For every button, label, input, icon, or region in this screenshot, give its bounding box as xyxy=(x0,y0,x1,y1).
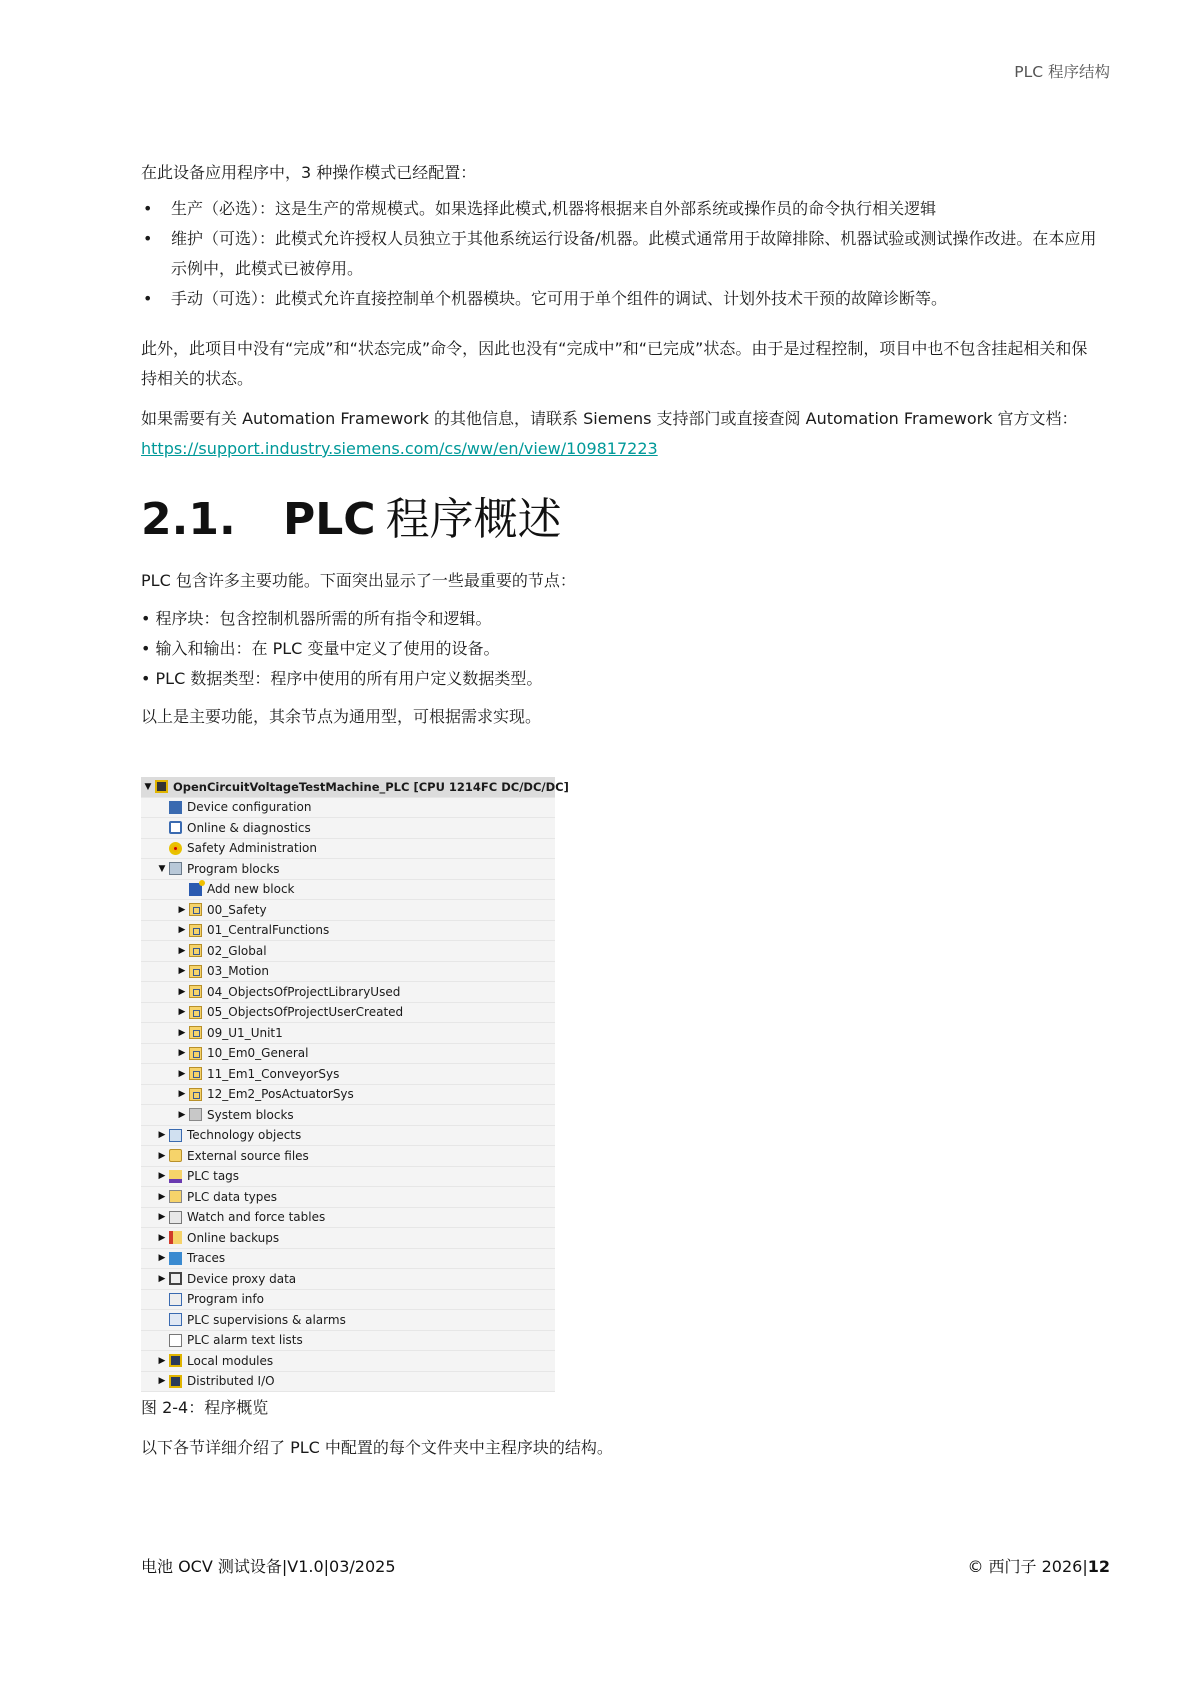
section-outro: 以上是主要功能，其余节点为通用型，可根据需求实现。 xyxy=(141,707,542,726)
tree-item-10-em0-general[interactable] xyxy=(141,1044,555,1065)
tree-item-label: 11_Em1_ConveyorSys xyxy=(207,1066,340,1081)
after-figure xyxy=(141,1393,1101,1463)
plc-alarms-icon xyxy=(169,1313,182,1326)
tree-item-02-global[interactable] xyxy=(141,941,555,962)
tree-item-plc-tags[interactable] xyxy=(141,1167,555,1188)
tree-item-system-blocks[interactable] xyxy=(141,1105,555,1126)
footer-left: 电池 OCV 测试设备|V1.0|03/2025 xyxy=(141,1557,396,1576)
tree-item-label: PLC supervisions & alarms xyxy=(187,1312,346,1327)
add-block-icon xyxy=(189,883,202,896)
expand-right-icon[interactable]: ▶ xyxy=(158,1171,166,1182)
folder-icon xyxy=(189,1026,202,1039)
expand-right-icon[interactable]: ▶ xyxy=(178,904,186,915)
tree-item-label: PLC alarm text lists xyxy=(187,1333,303,1348)
expand-right-icon[interactable]: ▶ xyxy=(158,1355,166,1366)
plc-icon xyxy=(155,780,168,793)
tree-root[interactable] xyxy=(141,777,569,798)
expand-right-icon[interactable]: ▶ xyxy=(178,1068,186,1079)
tree-item-01-centralfunctions[interactable] xyxy=(141,921,555,942)
tree-item-09-u1-unit1[interactable] xyxy=(141,1023,555,1044)
figure-caption: 图 2-4：程序概览 xyxy=(141,1398,269,1417)
expand-right-icon[interactable]: ▶ xyxy=(178,1007,186,1018)
key-node-io: • 输入和输出：在 PLC 变量中定义了使用的设备。 xyxy=(141,634,1101,664)
expand-right-icon[interactable]: ▶ xyxy=(158,1130,166,1141)
tree-item-label: Distributed I/O xyxy=(187,1374,275,1389)
folder-icon xyxy=(189,903,202,916)
expand-right-icon[interactable]: ▶ xyxy=(158,1212,166,1223)
tree-item-technology-objects[interactable] xyxy=(141,1126,555,1147)
tree-item-label: 03_Motion xyxy=(207,964,269,979)
tree-item-plc-supervisions-alarms[interactable] xyxy=(141,1310,555,1331)
safety-administration-icon xyxy=(169,842,182,855)
expand-right-icon[interactable]: ▶ xyxy=(178,986,186,997)
tree-item-label: Program info xyxy=(187,1292,264,1307)
technology-objects-icon xyxy=(169,1129,182,1142)
expand-down-icon[interactable]: ▼ xyxy=(158,863,166,874)
closing-paragraph: 以下各节详细介绍了 PLC 中配置的每个文件夹中主程序块的结构。 xyxy=(141,1438,613,1457)
folder-icon xyxy=(189,1047,202,1060)
tree-item-label: Device configuration xyxy=(187,800,312,815)
tree-item-external-source-files[interactable] xyxy=(141,1146,555,1167)
traces-icon xyxy=(169,1252,182,1265)
project-tree-figure xyxy=(141,777,569,1392)
tree-item-label: Technology objects xyxy=(187,1128,302,1143)
tree-item-watch-force-tables[interactable] xyxy=(141,1208,555,1229)
key-node-datatypes: • PLC 数据类型：程序中使用的所有用户定义数据类型。 xyxy=(141,664,1101,694)
key-node-blocks: • 程序块：包含控制机器所需的所有指令和逻辑。 xyxy=(141,604,1101,634)
section-number: 2.1. xyxy=(141,494,236,545)
watch-tables-icon xyxy=(169,1211,182,1224)
tree-item-label: Program blocks xyxy=(187,861,280,876)
device-proxy-icon xyxy=(169,1272,182,1285)
external-source-icon xyxy=(169,1149,182,1162)
folder-icon xyxy=(189,1067,202,1080)
tree-item-label: Add new block xyxy=(207,882,295,897)
expand-right-icon[interactable]: ▶ xyxy=(178,945,186,956)
device-configuration-icon xyxy=(169,801,182,814)
tree-item-traces[interactable] xyxy=(141,1249,555,1270)
folder-icon xyxy=(189,1088,202,1101)
tree-item-label: Online & diagnostics xyxy=(187,820,311,835)
tree-item-label: Online backups xyxy=(187,1230,280,1245)
alarm-text-icon xyxy=(169,1334,182,1347)
section-heading xyxy=(141,490,1101,550)
tree-item-device-configuration[interactable] xyxy=(141,798,555,819)
mode-maintenance: • 维护（可选）：此模式允许授权人员独立于其他系统运行设备/机器。此模式通常用于故障排除、机器试验或测试操作改进。在本应用示例中，此模式已被停用。 xyxy=(141,224,1101,284)
tree-item-11-em1-conveyorsys[interactable] xyxy=(141,1064,555,1085)
tree-item-plc-alarm-text-lists[interactable] xyxy=(141,1331,555,1352)
section-title-en: PLC xyxy=(283,494,376,545)
tree-item-label: Watch and force tables xyxy=(187,1210,326,1225)
local-modules-icon xyxy=(169,1354,182,1367)
expand-down-icon[interactable]: ▼ xyxy=(144,781,152,792)
tree-item-label: Device proxy data xyxy=(187,1271,297,1286)
expand-right-icon[interactable]: ▶ xyxy=(178,966,186,977)
page-number: 12 xyxy=(1087,1557,1110,1576)
tree-item-03-motion[interactable] xyxy=(141,962,555,983)
tree-item-label: PLC data types xyxy=(187,1189,278,1204)
tree-item-program-info[interactable] xyxy=(141,1290,555,1311)
section-intro: PLC 包含许多主要功能。下面突出显示了一些最重要的节点： xyxy=(141,571,576,590)
tree-item-label: 02_Global xyxy=(207,943,267,958)
tree-item-label: System blocks xyxy=(207,1107,294,1122)
running-header: PLC 程序结构 xyxy=(1014,63,1110,81)
additional-paragraph: 此外，此项目中没有“完成”和“状态完成”命令，因此也没有“完成中”和“已完成”状态。由于是过程控制，项目中也不包含挂起相关和保持相关的状态。 xyxy=(141,339,1088,388)
tree-item-add-new-block[interactable] xyxy=(141,880,555,901)
tree-item-04-library-used[interactable] xyxy=(141,982,555,1003)
tree-root-label: OpenCircuitVoltageTestMachine_PLC [CPU 1214FC DC/DC/DC] xyxy=(173,779,569,794)
expand-right-icon[interactable]: ▶ xyxy=(178,1027,186,1038)
expand-right-icon[interactable]: ▶ xyxy=(178,1089,186,1100)
tree-item-device-proxy-data[interactable] xyxy=(141,1269,555,1290)
plc-tags-icon xyxy=(169,1170,182,1183)
tree-item-program-blocks[interactable] xyxy=(141,859,555,880)
online-backups-icon xyxy=(169,1231,182,1244)
expand-right-icon[interactable]: ▶ xyxy=(178,925,186,936)
tree-item-distributed-io[interactable] xyxy=(141,1372,555,1393)
footer-right xyxy=(967,1554,1110,1577)
folder-icon xyxy=(189,965,202,978)
folder-icon xyxy=(189,944,202,957)
key-nodes-list xyxy=(141,604,1101,694)
info-text: 如果需要有关 Automation Framework 的其他信息，请联系 Siemens 支持部门或直接查阅 Automation Framework 官方文档： xyxy=(141,409,1078,428)
tree-item-12-em2-posactuatorsys[interactable] xyxy=(141,1085,555,1106)
tree-item-local-modules[interactable] xyxy=(141,1351,555,1372)
info-paragraph xyxy=(141,404,1101,464)
expand-right-icon[interactable]: ▶ xyxy=(158,1273,166,1284)
folder-icon xyxy=(189,924,202,937)
tree-item-05-user-created[interactable] xyxy=(141,1003,555,1024)
intro-paragraph: 在此设备应用程序中，3 种操作模式已经配置： xyxy=(141,163,477,182)
expand-right-icon[interactable]: ▶ xyxy=(158,1191,166,1202)
expand-right-icon[interactable]: ▶ xyxy=(158,1150,166,1161)
tree-item-label: 10_Em0_General xyxy=(207,1046,309,1061)
section-title-cn: 程序概述 xyxy=(385,494,562,545)
mode-manual: • 手动（可选）：此模式允许直接控制单个机器模块。它可用于单个组件的调试、计划外技术干预的故障诊断等。 xyxy=(141,284,1101,314)
tree-item-plc-data-types[interactable] xyxy=(141,1187,555,1208)
plc-data-types-icon xyxy=(169,1190,182,1203)
expand-right-icon[interactable]: ▶ xyxy=(158,1253,166,1264)
distributed-io-icon xyxy=(169,1375,182,1388)
tree-item-safety-administration[interactable] xyxy=(141,839,555,860)
tree-item-label: Safety Administration xyxy=(187,841,318,856)
expand-right-icon[interactable]: ▶ xyxy=(158,1376,166,1387)
operation-modes-list xyxy=(141,194,1101,314)
program-info-icon xyxy=(169,1293,182,1306)
folder-icon xyxy=(189,1006,202,1019)
tree-item-label: PLC tags xyxy=(187,1169,240,1184)
system-blocks-icon xyxy=(189,1108,202,1121)
program-blocks-icon xyxy=(169,862,182,875)
support-link[interactable]: https://support.industry.siemens.com/cs/ww/en/view/109817223 xyxy=(141,439,658,458)
tree-item-label: 05_ObjectsOfProjectUserCreated xyxy=(207,1005,404,1020)
mode-production: • 生产（必选）：这是生产的常规模式。如果选择此模式,机器将根据来自外部系统或操作员的命令执行相关逻辑 xyxy=(141,194,1101,224)
tree-item-label: 00_Safety xyxy=(207,902,267,917)
tree-item-label: 04_ObjectsOfProjectLibraryUsed xyxy=(207,984,401,999)
tree-item-label: Local modules xyxy=(187,1353,274,1368)
tree-item-label: External source files xyxy=(187,1148,309,1163)
expand-right-icon[interactable]: ▶ xyxy=(178,1109,186,1120)
main-content xyxy=(141,158,1101,732)
tree-item-00-safety[interactable] xyxy=(141,900,555,921)
tree-item-label: 12_Em2_PosActuatorSys xyxy=(207,1087,354,1102)
tree-item-online-backups[interactable] xyxy=(141,1228,555,1249)
tree-item-label: Traces xyxy=(187,1251,226,1266)
expand-right-icon[interactable]: ▶ xyxy=(158,1232,166,1243)
online-diagnostics-icon xyxy=(169,821,182,834)
tree-item-online-diagnostics[interactable] xyxy=(141,818,555,839)
tree-item-label: 09_U1_Unit1 xyxy=(207,1025,283,1040)
folder-icon xyxy=(189,985,202,998)
expand-right-icon[interactable]: ▶ xyxy=(178,1048,186,1059)
tree-item-label: 01_CentralFunctions xyxy=(207,923,330,938)
footer-copyright: © 西门子 2026| xyxy=(967,1557,1088,1576)
page-footer xyxy=(141,1554,1110,1577)
